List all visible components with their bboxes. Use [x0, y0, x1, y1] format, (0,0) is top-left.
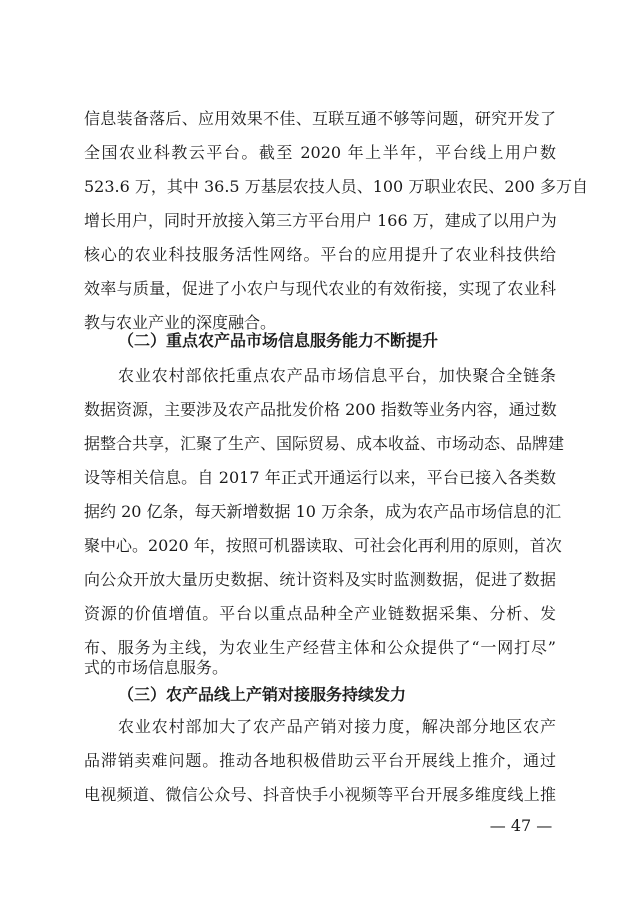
paragraph-line: 信息装备落后、应用效果不佳、互联互通不够等问题，研究开发了 [84, 109, 556, 128]
paragraph-line: 设等相关信息。自 2017 年正式开通运行以来，平台已接入各类数 [84, 468, 556, 487]
paragraph-line: 全国农业科教云平台。截至 2020 年上半年，平台线上用户数 [84, 143, 556, 162]
paragraph-line: 式的市场信息服务。 [84, 658, 229, 677]
paragraph-line: 农业农村部依托重点农产品市场信息平台，加快聚合全链条 [118, 366, 556, 385]
paragraph-line: 数据资源，主要涉及农产品批发价格 200 指数等业务内容，通过数 [84, 400, 557, 419]
paragraph-line: 据整合共享，汇聚了生产、国际贸易、成本收益、市场动态、品牌建 [84, 434, 565, 453]
paragraph-line: 资源的价值增值。平台以重点品种全产业链数据采集、分析、发 [84, 604, 556, 623]
paragraph-line: 农业农村部加大了农产品产销对接力度，解决部分地区农产 [118, 717, 556, 736]
page-number: — 47 — [489, 816, 553, 835]
paragraph-line: 向公众开放大量历史数据、统计资料及实时监测数据，促进了数据 [84, 570, 556, 589]
paragraph-line: 品滞销卖难问题。推动各地积极借助云平台开展线上推介，通过 [84, 751, 556, 770]
paragraph-line: 布、服务为主线，为农业生产经营主体和公众提供了“一网打尽” [84, 638, 556, 657]
paragraph-line: 523.6 万，其中 36.5 万基层农技人员、100 万职业农民、200 多万自 [84, 177, 588, 196]
paragraph-line: 核心的农业科技服务活性网络。平台的应用提升了农业科技供给 [84, 245, 556, 264]
paragraph-line: 教与农业产业的深度融合。 [84, 313, 277, 332]
section-heading: （二）重点农产品市场信息服务能力不断提升 [118, 331, 439, 350]
paragraph-line: 增长用户，同时开放接入第三方平台用户 166 万，建成了以用户为 [84, 211, 557, 230]
paragraph-line: 电视频道、微信公众号、抖音快手小视频等平台开展多维度线上推 [84, 785, 556, 804]
paragraph-line: 聚中心。2020 年，按照可机器读取、可社会化再利用的原则，首次 [84, 536, 562, 555]
paragraph-line: 据约 20 亿条，每天新增数据 10 万余条，成为农产品市场信息的汇 [84, 502, 562, 521]
paragraph-line: 效率与质量，促进了小农户与现代农业的有效衔接，实现了农业科 [84, 279, 556, 298]
section-heading: （三）农产品线上产销对接服务持续发力 [118, 685, 407, 704]
